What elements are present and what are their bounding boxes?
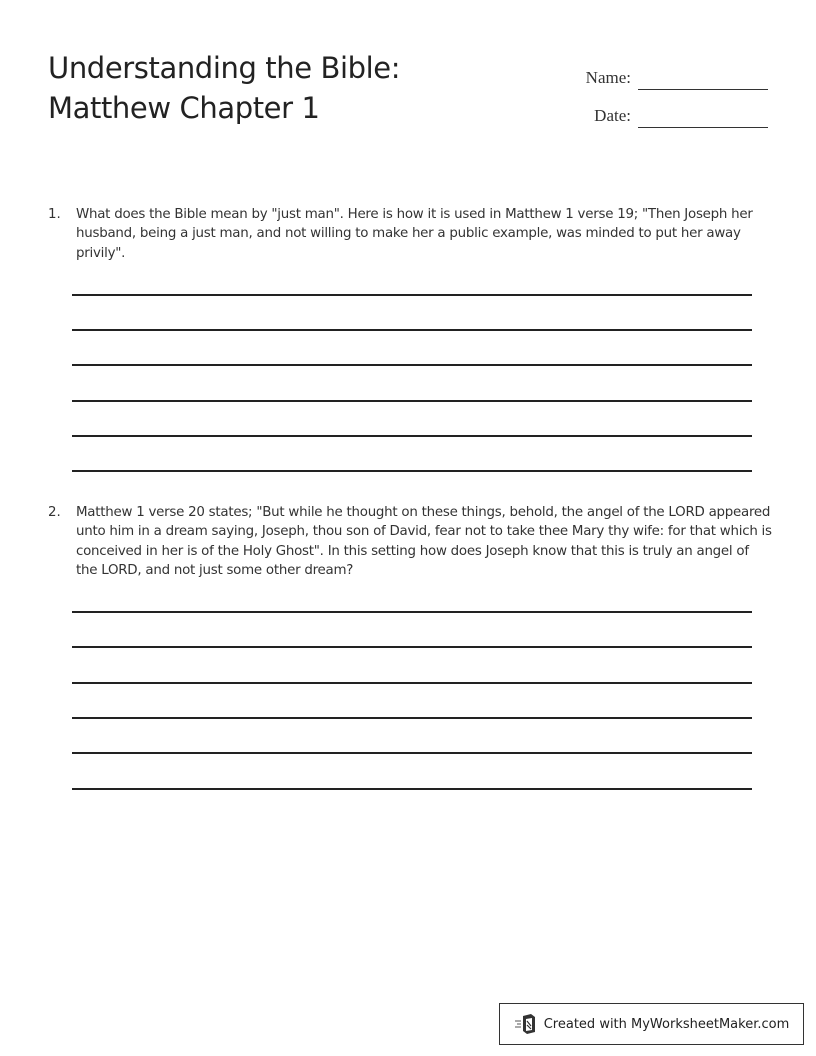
question-text: What does the Bible mean by "just man". Here is how it is used in Matthew 1 verse 19; "Then Joseph her husband, being a just man, and not willing to make her a public example, was minded to put her away privily". (76, 207, 753, 261)
page-title (48, 48, 400, 128)
answer-line[interactable] (72, 470, 752, 472)
name-row (586, 52, 768, 90)
answer-line[interactable] (72, 400, 752, 402)
answer-line[interactable] (72, 329, 752, 331)
title-line-1: Understanding the Bible: (48, 51, 401, 85)
created-with-badge[interactable] (499, 1003, 804, 1045)
answer-line[interactable] (72, 611, 752, 613)
answer-line[interactable] (72, 294, 752, 296)
answer-line[interactable] (72, 752, 752, 754)
worksheet-maker-logo-icon (514, 1013, 538, 1035)
answer-line[interactable] (72, 788, 752, 790)
answer-line[interactable] (72, 646, 752, 648)
student-info (586, 52, 768, 128)
question-2 (48, 503, 772, 581)
question-number: 2. (48, 505, 61, 520)
question-number: 1. (48, 207, 61, 222)
date-label: Date: (594, 106, 631, 125)
answer-line[interactable] (72, 682, 752, 684)
answer-line[interactable] (72, 717, 752, 719)
answer-line[interactable] (72, 364, 752, 366)
badge-text: Created with MyWorksheetMaker.com (543, 1016, 790, 1032)
date-row (586, 90, 768, 128)
date-field[interactable] (638, 105, 768, 128)
question-text: Matthew 1 verse 20 states; "But while he thought on these things, behold, the angel of the LORD appeared unto him in a dream saying, Joseph, thou son of David, fear not to take thee Mary thy wife: for that which is conceived in her is of the Holy Ghost". In this setting how does Joseph know that this is truly an angel of the LORD, and not just some other dream? (76, 505, 772, 579)
name-field[interactable] (638, 67, 768, 90)
title-line-2: Matthew Chapter 1 (48, 91, 320, 125)
name-label: Name: (585, 68, 631, 87)
answer-line[interactable] (72, 435, 752, 437)
question-1 (48, 205, 772, 263)
